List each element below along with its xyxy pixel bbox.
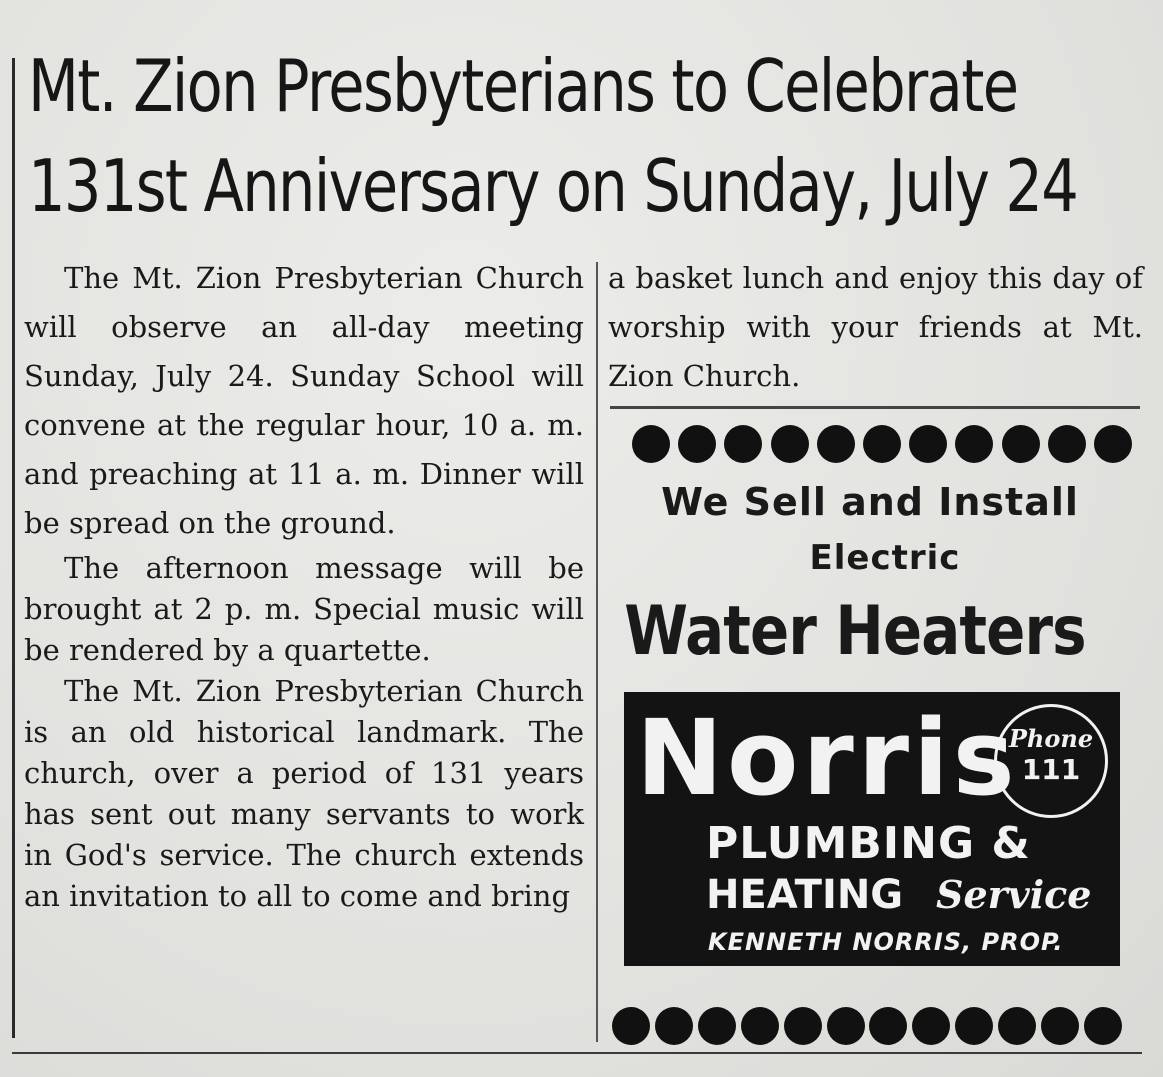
phone-number: 111 xyxy=(1021,753,1081,786)
border-dot xyxy=(724,425,762,463)
border-dot xyxy=(1041,1007,1079,1045)
border-dot xyxy=(1048,425,1086,463)
border-dot xyxy=(955,1007,993,1045)
ad-top-rule xyxy=(610,406,1140,409)
ad-proprietor: KENNETH NORRIS, PROP. xyxy=(708,928,1064,956)
ad-dot-border-bottom xyxy=(612,1006,1122,1046)
ad-subtitle: Electric xyxy=(809,538,961,578)
headline xyxy=(28,36,1078,236)
headline-line-1: Mt. Zion Presbyterians to Celebrate xyxy=(28,44,1018,128)
border-dot xyxy=(698,1007,736,1045)
ad-service: Service xyxy=(936,872,1092,917)
left-column-rule xyxy=(12,58,15,1038)
border-dot xyxy=(741,1007,779,1045)
phone-badge xyxy=(994,704,1108,818)
article-left-column xyxy=(24,254,584,917)
column-divider xyxy=(596,262,598,1042)
article-paragraph-2: The afternoon message will be brought at 2 p. m. Special music will be rendered by a quartette. xyxy=(24,551,584,667)
border-dot xyxy=(863,425,901,463)
ad-dot-border-top xyxy=(632,424,1132,464)
border-dot xyxy=(1084,1007,1122,1045)
ad-plumbing: PLUMBING & xyxy=(706,818,1031,869)
border-dot xyxy=(632,425,670,463)
ad-heating: HEATING xyxy=(706,872,904,918)
article-right-column xyxy=(608,254,1143,401)
ad-tagline: We Sell and Install xyxy=(661,480,1079,524)
border-dot xyxy=(678,425,716,463)
border-dot xyxy=(817,425,855,463)
bottom-rule xyxy=(12,1052,1142,1054)
border-dot xyxy=(909,425,947,463)
border-dot xyxy=(784,1007,822,1045)
article-paragraph-3: The Mt. Zion Presbyterian Church is an old historical landmark. The church, over a period of 131 years has sent out many servants to work in God's service. The church extends an invitation to all to come and bring xyxy=(24,674,584,913)
border-dot xyxy=(1002,425,1040,463)
border-dot xyxy=(912,1007,950,1045)
border-dot xyxy=(869,1007,907,1045)
article-continuation: a basket lunch and enjoy this day of worship with your friends at Mt. Zion Church. xyxy=(608,261,1143,393)
phone-label: Phone xyxy=(1008,724,1094,753)
border-dot xyxy=(827,1007,865,1045)
border-dot xyxy=(1094,425,1132,463)
ad-product: Water Heaters xyxy=(624,592,1086,671)
headline-line-2: 131st Anniversary on Sunday, July 24 xyxy=(28,144,1078,228)
border-dot xyxy=(998,1007,1036,1045)
border-dot xyxy=(771,425,809,463)
article-paragraph-1: The Mt. Zion Presbyterian Church will observe an all-day meeting Sunday, July 24. Sunday School will convene at the regular hour, 10 a. m. and preaching at 11 a. m. Dinner will be spread on the ground. xyxy=(24,261,584,540)
ad-business-name: Norris xyxy=(636,697,1019,819)
border-dot xyxy=(955,425,993,463)
border-dot xyxy=(612,1007,650,1045)
border-dot xyxy=(655,1007,693,1045)
